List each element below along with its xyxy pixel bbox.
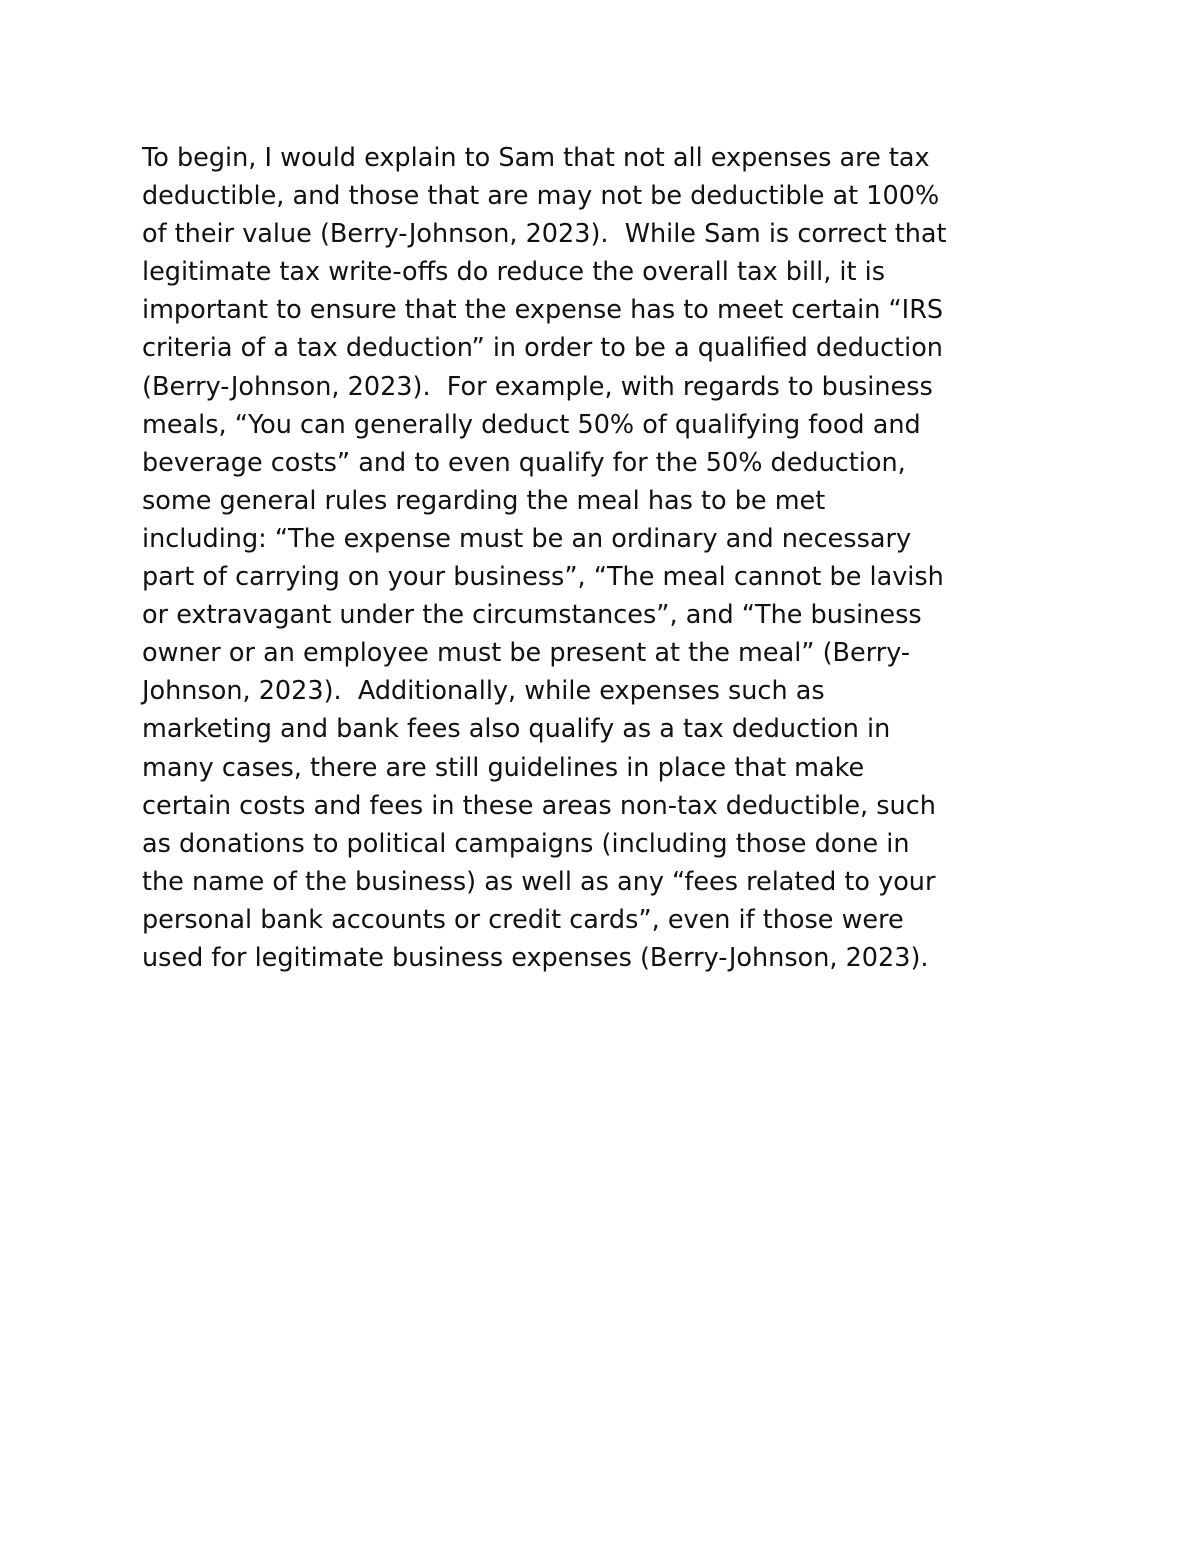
paragraph-line: many cases, there are still guidelines in place that make [142,752,865,783]
paragraph-line: criteria of a tax deduction” in order to be a qualified deduction [142,333,943,364]
paragraph-line: meals, “You can generally deduct 50% of qualifying food and [142,409,921,440]
paragraph-line: the name of the business) as well as any “fees related to your [142,866,936,897]
paragraph-line: as donations to political campaigns (including those done in [142,828,910,859]
paragraph-line: To begin, I would explain to Sam that not all expenses are tax [142,143,930,173]
paragraph-line: marketing and bank fees also qualify as a tax deduction in [142,714,891,745]
paragraph-line: legitimate tax write-offs do reduce the overall tax bill, it is [142,257,885,288]
paragraph-line: used for legitimate business expenses (Berry-Johnson, 2023). [142,942,929,973]
paragraph-line: of their value (Berry-Johnson, 2023). While Sam is correct that [142,219,947,250]
paragraph-line: certain costs and fees in these areas non-tax deductible, such [142,790,936,821]
paragraph-line: beverage costs” and to even qualify for the 50% deduction, [142,447,906,478]
paragraph-line: or extravagant under the circumstances”, and “The business [142,600,922,631]
body-paragraph [142,139,1082,977]
paragraph-line: owner or an employee must be present at the meal” (Berry- [142,638,911,669]
paragraph-line: Johnson, 2023). Additionally, while expenses such as [142,676,825,707]
paragraph-line: some general rules regarding the meal has to be met [142,485,826,516]
paragraph-line: important to ensure that the expense has to meet certain “IRS [142,295,944,326]
paragraph-line: (Berry-Johnson, 2023). For example, with regards to business [142,371,933,402]
paragraph-line: part of carrying on your business”, “The meal cannot be lavish [142,562,944,593]
paragraph-line: personal bank accounts or credit cards”, even if those were [142,904,904,935]
paragraph-line: deductible, and those that are may not be deductible at 100% [142,181,940,212]
paragraph-line: including: “The expense must be an ordinary and necessary [142,523,912,554]
